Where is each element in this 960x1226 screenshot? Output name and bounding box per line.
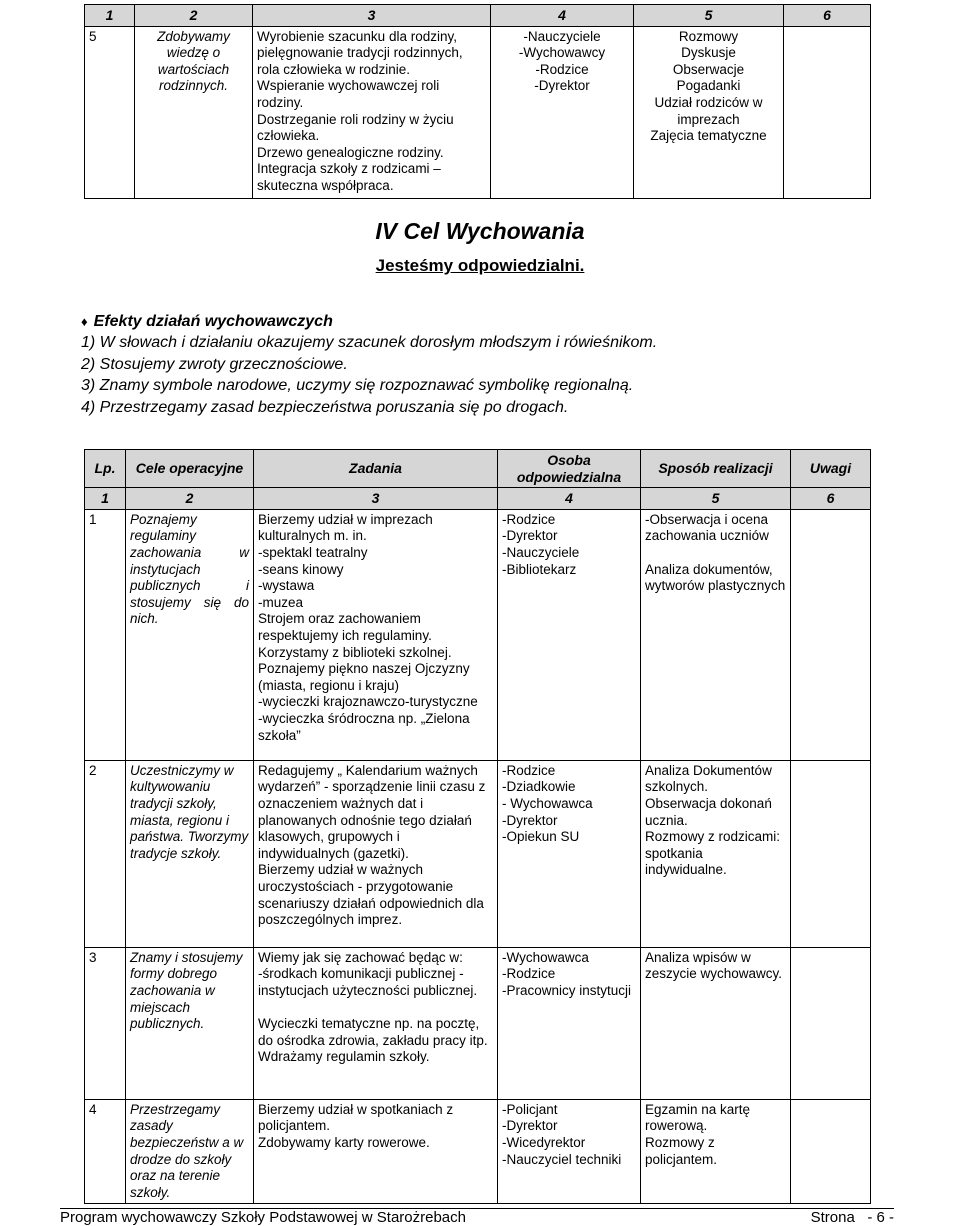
main-table-header	[85, 450, 871, 488]
top-header-cell: 1	[85, 5, 135, 27]
row-tasks: Bierzemy udział w spotkaniach z policjantem. Zdobywamy karty rowerowe.	[254, 1099, 498, 1204]
effects-list	[81, 311, 941, 418]
column-header: Sposób realizacji	[641, 450, 791, 488]
diamond-bullet-icon: ♦	[81, 314, 88, 329]
row-tasks: Redagujemy „ Kalendarium ważnych wydarzeń” - sporządzenie linii czasu z oznaczeniem ważnych dat i planowanych odnośnie tego działań klasowych, grupowych i indywidualnych (gazetki). Bierzemy udział w ważnych uroczystościach - przygotowanie scenariuszy działań odpowiednich dla poszczególnych imprez.	[254, 760, 498, 947]
row-notes	[791, 509, 871, 760]
row-number: 1	[85, 509, 126, 760]
footer-title: Program wychowawczy Szkoły Podstawowej w Starożrebach	[60, 1209, 466, 1226]
row-notes	[791, 947, 871, 1099]
row-number: 4	[85, 1099, 126, 1204]
row-notes	[791, 760, 871, 947]
row-number: 2	[85, 760, 126, 947]
row-method: Egzamin na kartę rowerową. Rozmowy z policjantem.	[641, 1099, 791, 1204]
row-tasks: Wyrobienie szacunku dla rodziny, pielęgnowanie tradycji rodzinnych, rola człowieka w rodzinie. Wspieranie wychowawczej roli rodziny. Dostrzeganie roli rodziny w życiu człowieka. Drzewo genealogiczne rodziny. Integracja szkoły z rodzicami – skuteczna współpraca.	[253, 26, 491, 198]
table-row	[85, 947, 871, 1099]
row-goal: Znamy i stosujemy formy dobrego zachowania w miejscach publicznych.	[126, 947, 254, 1099]
column-number: 1	[85, 488, 126, 510]
top-header-cell: 4	[491, 5, 634, 27]
column-number: 5	[641, 488, 791, 510]
section-title: IV Cel Wychowania	[375, 218, 585, 244]
row-notes	[791, 1099, 871, 1204]
row-goal: Poznajemy regulaminy zachowania w instytucjach publicznych i stosujemy się do nich.	[126, 509, 254, 760]
row-goal: Zdobywamy wiedzę o wartościach rodzinnych.	[135, 26, 253, 198]
top-table-header	[85, 5, 871, 27]
list-item: 2) Stosujemy zwroty grzecznościowe.	[81, 355, 348, 373]
row-method: Analiza wpisów w zeszycie wychowawcy.	[641, 947, 791, 1099]
column-number: 4	[498, 488, 641, 510]
section-subtitle: Jesteśmy odpowiedzialni.	[375, 256, 585, 275]
table-row	[85, 26, 871, 198]
column-number: 2	[126, 488, 254, 510]
table-row	[85, 509, 871, 760]
table-row	[85, 760, 871, 947]
column-header: Osoba odpowiedzialna	[498, 450, 641, 488]
top-header-cell: 3	[253, 5, 491, 27]
column-header: Cele operacyjne	[126, 450, 254, 488]
top-header-cell: 6	[784, 5, 871, 27]
page-number: Strona - 6 -	[810, 1209, 894, 1226]
table-row	[85, 1099, 871, 1204]
row-number: 5	[85, 26, 135, 198]
row-number: 3	[85, 947, 126, 1099]
column-header: Uwagi	[791, 450, 871, 488]
list-item: 4) Przestrzegamy zasad bezpieczeństwa poruszania się po drogach.	[81, 398, 569, 416]
main-table	[84, 449, 871, 1204]
column-number-row	[85, 488, 871, 510]
top-table	[84, 4, 871, 199]
list-item: 1) W słowach i działaniu okazujemy szacunek dorosłym młodszym i rówieśnikom.	[81, 334, 658, 352]
row-tasks: Bierzemy udział w imprezach kulturalnych m. in. -spektakl teatralny -seans kinowy -wystawa -muzea Strojem oraz zachowaniem respektujemy ich regulaminy. Korzystamy z biblioteki szkolnej. Poznajemy piękno naszej Ojczyzny (miasta, regionu i kraju) -wycieczki krajoznawczo-turystyczne -wycieczka śródroczna np. „Zielona szkoła”	[254, 509, 498, 760]
row-goal: Przestrzegamy zasady bezpieczeństw a w drodze do szkoły oraz na terenie szkoły.	[126, 1099, 254, 1204]
effects-heading	[81, 311, 941, 332]
top-header-cell: 2	[135, 5, 253, 27]
row-responsible: -Wychowawca -Rodzice -Pracownicy instytucji	[498, 947, 641, 1099]
column-number: 3	[254, 488, 498, 510]
top-header-cell: 5	[634, 5, 784, 27]
column-number: 6	[791, 488, 871, 510]
row-method: Rozmowy Dyskusje Obserwacje Pogadanki Udział rodziców w imprezach Zajęcia tematyczne	[634, 26, 784, 198]
row-notes	[784, 26, 871, 198]
row-goal: Uczestniczymy w kultywowaniu tradycji szkoły, miasta, regionu i państwa. Tworzymy tradycje szkoły.	[126, 760, 254, 947]
row-responsible: -Nauczyciele -Wychowawcy -Rodzice -Dyrektor	[491, 26, 634, 198]
column-header: Zadania	[254, 450, 498, 488]
row-tasks: Wiemy jak się zachować będąc w: -środkach komunikacji publicznej - instytucjach użyteczności publicznej. Wycieczki tematyczne np. na pocztę, do ośrodka zdrowia, zakładu pracy itp. Wdrażamy regulamin szkoły.	[254, 947, 498, 1099]
row-responsible: -Policjant -Dyrektor -Wicedyrektor -Nauczyciel techniki	[498, 1099, 641, 1204]
row-method: Analiza Dokumentów szkolnych. Obserwacja dokonań ucznia. Rozmowy z rodzicami: spotkania indywidualne.	[641, 760, 791, 947]
list-item: 3) Znamy symbole narodowe, uczymy się rozpoznawać symbolikę regionalną.	[81, 377, 634, 395]
page-footer	[60, 1208, 894, 1226]
column-header: Lp.	[85, 450, 126, 488]
row-method: -Obserwacja i ocena zachowania uczniów Analiza dokumentów, wytworów plastycznych	[641, 509, 791, 760]
effects-heading-text: Efekty działań wychowawczych	[93, 313, 333, 330]
row-responsible: -Rodzice -Dziadkowie - Wychowawca -Dyrektor -Opiekun SU	[498, 760, 641, 947]
row-responsible: -Rodzice -Dyrektor -Nauczyciele -Bibliotekarz	[498, 509, 641, 760]
